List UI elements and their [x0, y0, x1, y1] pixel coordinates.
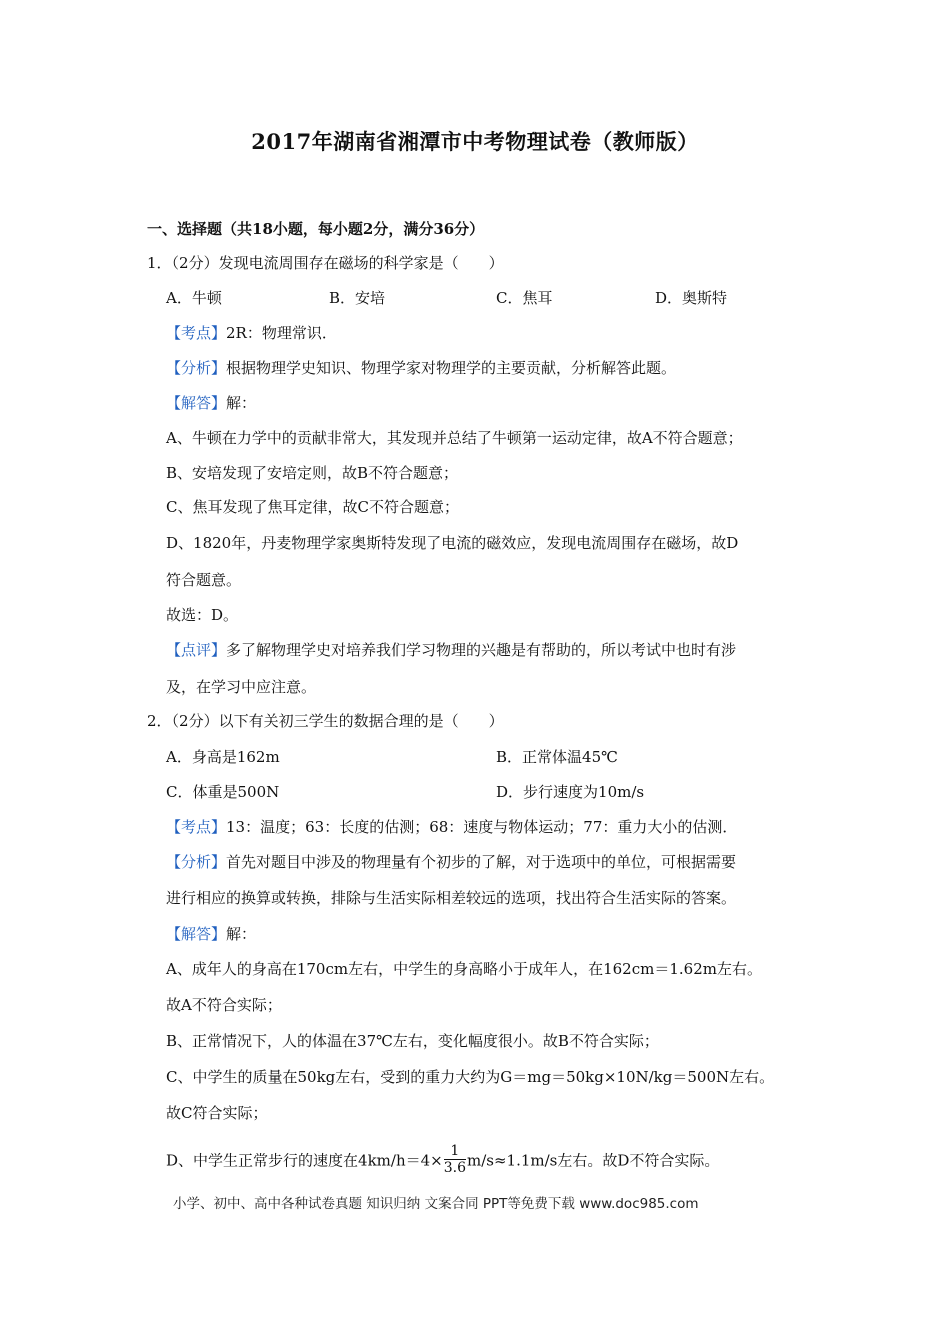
q1-kaodian	[166, 323, 337, 343]
q2-answer-line: C、中学生的质量在50kg左右，受到的重力大约为G＝mg＝50kg×10N/kg＝500N左右。	[166, 1068, 775, 1086]
kaodian-text: 2R：物理常识．	[226, 324, 337, 342]
section-heading: 一、选择题（共18小题，每小题2分，满分36分）	[147, 220, 485, 238]
q2-option-b: B．正常体温45℃	[496, 748, 618, 766]
q1-jieda	[166, 393, 256, 413]
fenxi-tag: 【分析】	[166, 359, 227, 377]
q1-dianping-cont: 及，在学习中应注意。	[166, 678, 317, 696]
document-title: 2017年湖南省湘潭市中考物理试卷（教师版）	[251, 129, 699, 154]
jieda-tag: 【解答】	[166, 394, 227, 412]
q2-jieda	[166, 924, 256, 944]
question-1-stem: 1．（2分）发现电流周围存在磁场的科学家是（ ）	[147, 254, 504, 272]
kaodian-tag: 【考点】	[166, 324, 227, 342]
q1-answer-line: C、焦耳发现了焦耳定律，故C不符合题意；	[166, 498, 459, 516]
q1-answer-line: 符合题意。	[166, 571, 242, 589]
fraction	[444, 1143, 466, 1176]
fraction-numerator: 1	[444, 1143, 466, 1160]
kaodian-tag: 【考点】	[166, 818, 227, 836]
q2-fenxi	[166, 852, 736, 872]
fenxi-text: 根据物理学史知识、物理学家对物理学的主要贡献，分析解答此题。	[226, 359, 677, 377]
d-prefix: D、中学生正常步行的速度在4km/h＝4×	[166, 1151, 443, 1170]
dianping-tag: 【点评】	[166, 641, 227, 659]
jieda-text: 解：	[226, 925, 257, 943]
q1-answer-line: B、安培发现了安培定则，故B不符合题意；	[166, 464, 459, 482]
fenxi-tag: 【分析】	[166, 853, 227, 871]
q2-answer-line-d	[166, 1145, 719, 1178]
q1-option-b: B．安培	[329, 289, 386, 307]
q1-option-d: D．奥斯特	[655, 289, 728, 307]
q2-answer-line: A、成年人的身高在170cm左右，中学生的身高略小于成年人，在162cm＝1.62m左右。	[166, 960, 762, 978]
q1-fenxi	[166, 358, 676, 378]
fraction-denominator: 3.6	[443, 1160, 466, 1176]
q2-answer-line: 故A不符合实际；	[166, 996, 282, 1014]
dianping-text: 多了解物理学史对培养我们学习物理的兴趣是有帮助的，所以考试中也时有涉	[226, 641, 737, 659]
q2-kaodian	[166, 817, 737, 837]
q1-answer-line: D、1820年，丹麦物理学家奥斯特发现了电流的磁效应，发现电流周围存在磁场，故D	[166, 534, 739, 552]
q1-answer-line: 故选：D。	[166, 606, 239, 624]
jieda-text: 解：	[226, 394, 257, 412]
q2-option-c: C．体重是500N	[166, 783, 280, 801]
jieda-tag: 【解答】	[166, 925, 227, 943]
q2-option-a: A．身高是162m	[166, 748, 280, 766]
d-suffix: m/s≈1.1m/s左右。故D不符合实际。	[466, 1151, 720, 1170]
q1-option-c: C．焦耳	[496, 289, 553, 307]
kaodian-text: 13：温度；63：长度的估测；68：速度与物体运动；77：重力大小的估测．	[226, 818, 738, 836]
q2-answer-line: 故C符合实际；	[166, 1104, 268, 1122]
q1-dianping	[166, 640, 736, 660]
q1-option-a: A．牛顿	[166, 289, 222, 307]
q2-option-d: D．步行速度为10m/s	[496, 783, 645, 801]
q2-fenxi-cont: 进行相应的换算或转换，排除与生活实际相差较远的选项，找出符合生活实际的答案。	[166, 889, 737, 907]
page-footer: 小学、初中、高中各种试卷真题 知识归纳 文案合同 PPT等免费下载 www.doc985.com	[173, 1196, 699, 1212]
question-2-stem: 2．（2分）以下有关初三学生的数据合理的是（ ）	[147, 712, 504, 730]
q2-answer-line: B、正常情况下，人的体温在37℃左右，变化幅度很小。故B不符合实际；	[166, 1032, 659, 1050]
q1-answer-line: A、牛顿在力学中的贡献非常大，其发现并总结了牛顿第一运动定律，故A不符合题意；	[166, 429, 743, 447]
fenxi-text: 首先对题目中涉及的物理量有个初步的了解，对于选项中的单位，可根据需要	[226, 853, 737, 871]
